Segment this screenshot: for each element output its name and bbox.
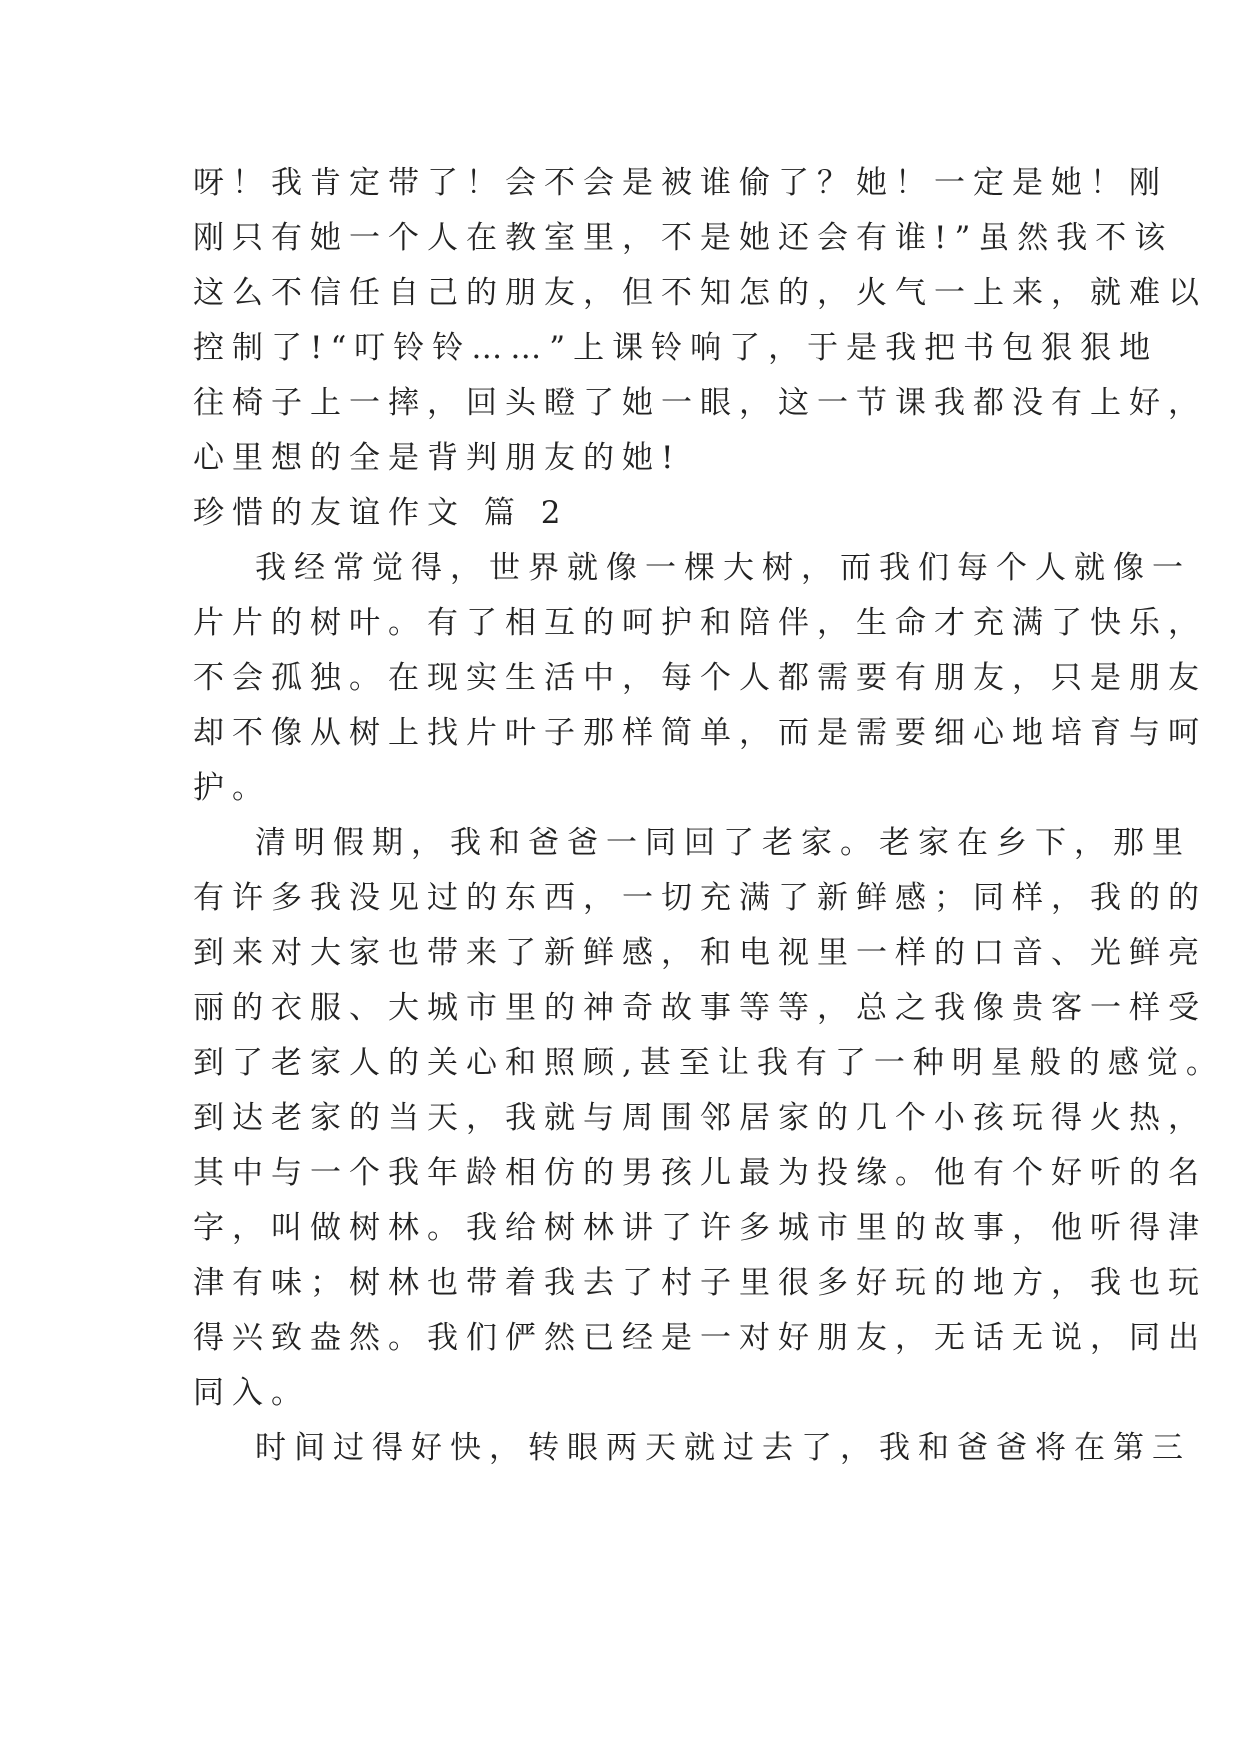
text-line: 刚只有她一个人在教室里，不是她还会有谁!”虽然我不该 (193, 220, 1174, 256)
text-line: 却不像从树上找片叶子那样简单，而是需要细心地培育与呵 (193, 715, 1207, 751)
text-line: 到了老家人的关心和照顾,甚至让我有了一种明星般的感觉。 (193, 1045, 1225, 1081)
text-line: 往椅子上一摔，回头瞪了她一眼，这一节课我都没有上好， (193, 385, 1207, 421)
text-line: 有许多我没见过的东西，一切充满了新鲜感；同样，我的的 (193, 880, 1207, 916)
text-line: 津有味；树林也带着我去了村子里很多好玩的地方，我也玩 (193, 1265, 1207, 1301)
text-line: 同入。 (193, 1375, 310, 1411)
text-line: 其中与一个我年龄相仿的男孩儿最为投缘。他有个好听的名 (193, 1155, 1207, 1191)
text-line: 心里想的全是背判朋友的她! (193, 440, 682, 476)
text-line: 到来对大家也带来了新鲜感，和电视里一样的口音、光鲜亮 (193, 935, 1207, 971)
text-line: 丽的衣服、大城市里的神奇故事等等，总之我像贵客一样受 (193, 990, 1207, 1026)
text-line: 清明假期，我和爸爸一同回了老家。老家在乡下，那里 (255, 825, 1191, 861)
text-line: 片片的树叶。有了相互的呵护和陪伴，生命才充满了快乐， (193, 605, 1207, 641)
section-heading: 珍惜的友谊作文 篇 2 (193, 495, 569, 531)
text-line: 我经常觉得，世界就像一棵大树，而我们每个人就像一 (255, 550, 1191, 586)
text-line: 控制了!“叮铃铃……”上课铃响了，于是我把书包狠狠地 (193, 330, 1159, 366)
text-line: 字，叫做树林。我给树林讲了许多城市里的故事，他听得津 (193, 1210, 1207, 1246)
text-line: 得兴致盎然。我们俨然已经是一对好朋友，无话无说，同出 (193, 1320, 1207, 1356)
text-line: 到达老家的当天，我就与周围邻居家的几个小孩玩得火热， (193, 1100, 1207, 1136)
text-line: 时间过得好快，转眼两天就过去了，我和爸爸将在第三 (255, 1430, 1191, 1466)
text-line: 这么不信任自己的朋友，但不知怎的，火气一上来，就难以 (193, 275, 1207, 311)
text-line: 不会孤独。在现实生活中，每个人都需要有朋友，只是朋友 (193, 660, 1207, 696)
text-line: 呀！我肯定带了！会不会是被谁偷了？她！一定是她！刚 (193, 165, 1168, 201)
text-line: 护。 (193, 770, 271, 806)
